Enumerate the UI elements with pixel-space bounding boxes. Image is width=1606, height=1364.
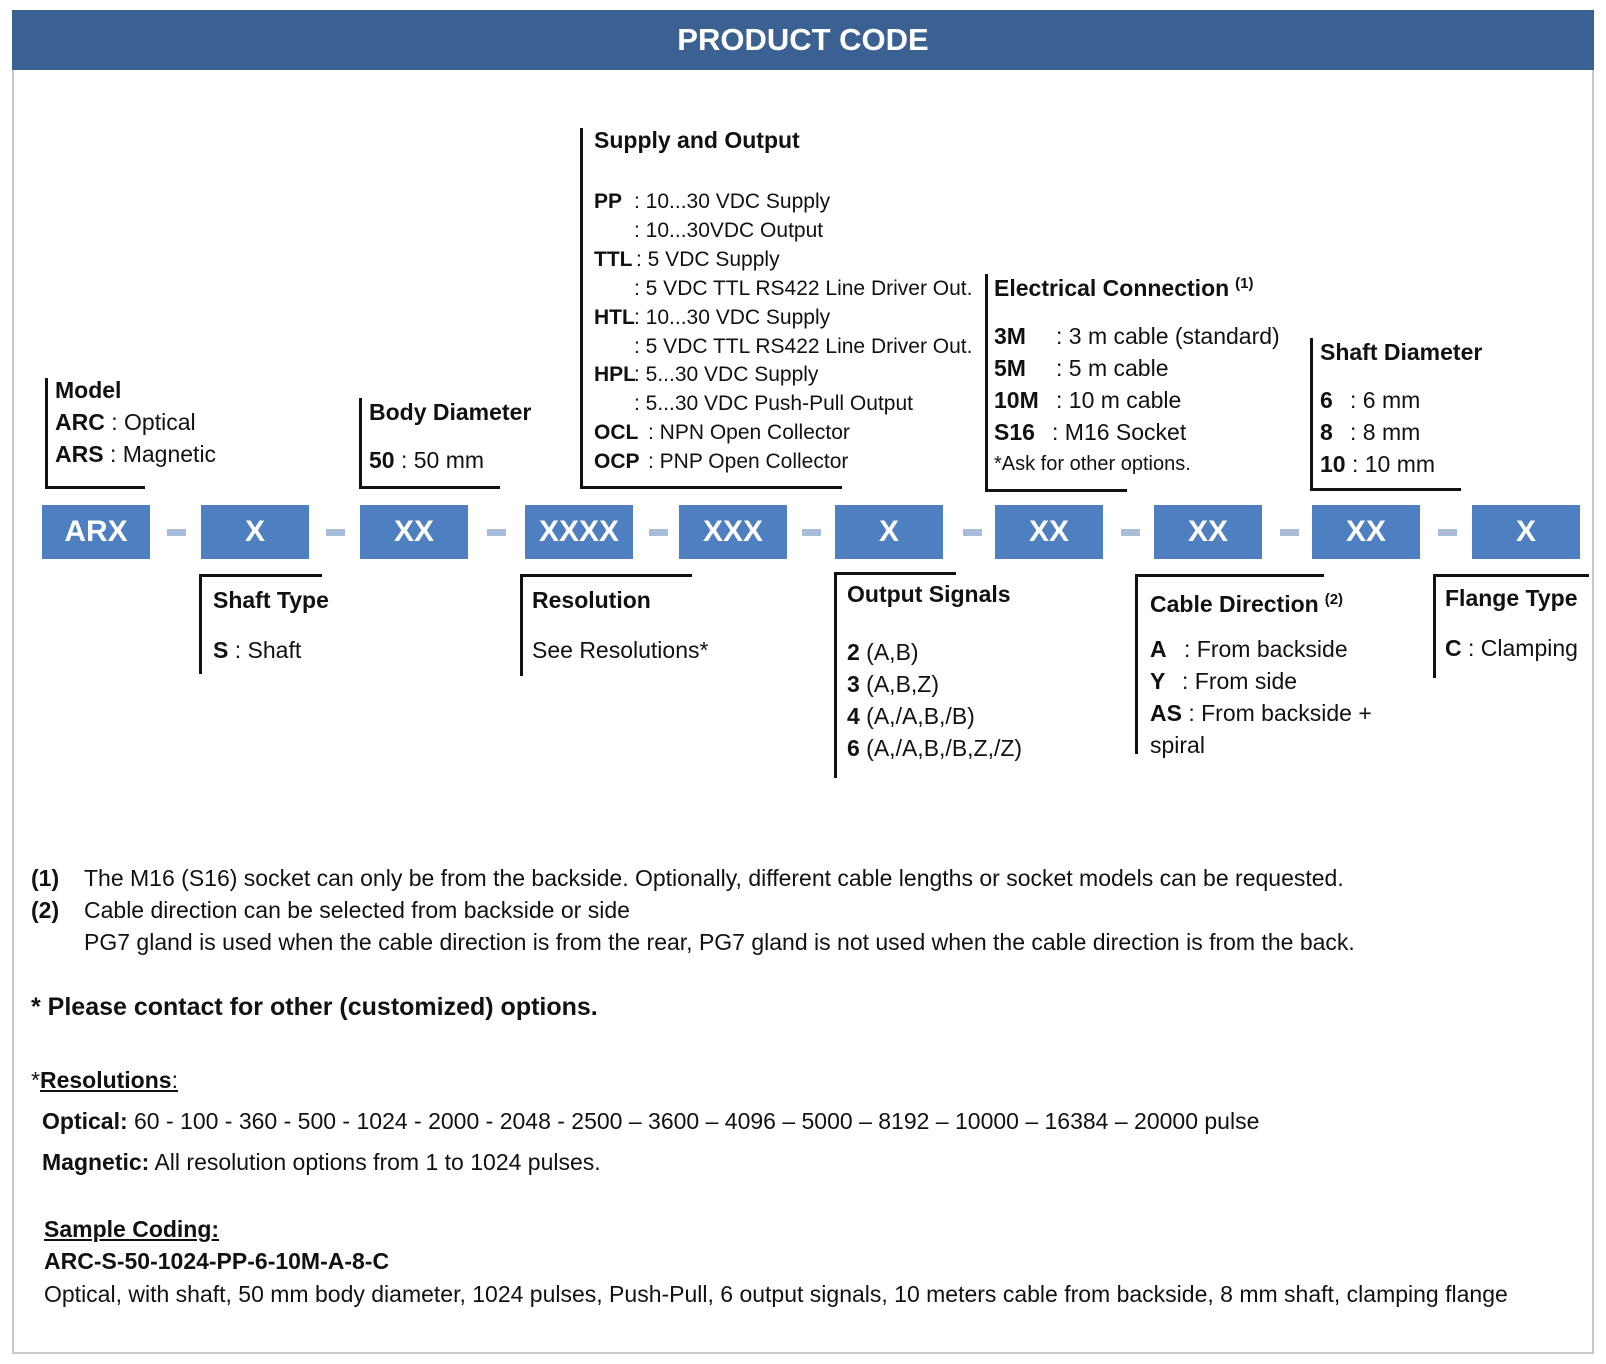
code-box-resolution: XXXX <box>525 505 633 559</box>
separator-dash <box>963 529 982 536</box>
separator-dash <box>802 529 821 536</box>
shaft-type-title: Shaft Type <box>213 587 329 613</box>
bracket-line <box>834 572 956 575</box>
sample-code: ARC-S-50-1024-PP-6-10M-A-8-C <box>44 1248 390 1274</box>
shaft-diameter-group <box>1320 336 1482 368</box>
output-signals-title: Output Signals <box>847 581 1011 607</box>
code-box-supply-output: XXX <box>679 505 787 559</box>
resolution-text: See Resolutions* <box>532 637 709 663</box>
optical-label: Optical: <box>42 1108 128 1134</box>
magnetic-values: All resolution options from 1 to 1024 pulses. <box>149 1149 601 1175</box>
flange-type-title: Flange Type <box>1445 585 1578 611</box>
bracket-line <box>580 486 842 489</box>
code-box-shaft-type: X <box>201 505 309 559</box>
bracket-line <box>1135 574 1138 754</box>
sample-coding-title: Sample Coding: <box>44 1216 220 1242</box>
resolutions-optical <box>42 1105 1259 1137</box>
code-box-model: ARX <box>42 505 150 559</box>
contact-note: * Please contact for other (customized) options. <box>31 993 598 1021</box>
code-box-flange-type: X <box>1472 505 1580 559</box>
shaft-diameter-list <box>1320 384 1435 480</box>
supply-output-item: : 5...30 VDC Push-Pull Output <box>634 392 913 416</box>
footnote-number: (2) <box>31 897 60 923</box>
code-box-body-diameter: XX <box>360 505 468 559</box>
supply-output-item: OCL : NPN Open Collector <box>594 421 850 445</box>
bracket-line <box>1310 338 1313 490</box>
supply-output-item: HTL: 10...30 VDC Supply <box>594 305 831 329</box>
footnote-text: Cable direction can be selected from backside or side <box>84 897 630 923</box>
body-diameter-group <box>369 396 531 476</box>
sample-description: Optical, with shaft, 50 mm body diameter, 1024 pulses, Push-Pull, 6 output signals, 10 meters cable from backside, 8 mm shaft, clamping flange <box>44 1281 1508 1307</box>
cable-direction-title: Cable Direction $^{(2)}$ <box>1150 591 1344 617</box>
model-item: ARC : Optical <box>55 409 196 435</box>
magnetic-label: Magnetic: <box>42 1149 150 1175</box>
separator-dash <box>1438 529 1457 536</box>
bracket-line <box>1433 574 1436 678</box>
resolution-title: Resolution <box>532 587 651 613</box>
footnote-number: (1) <box>31 865 60 891</box>
bracket-line <box>1310 488 1461 491</box>
electrical-title: Electrical Connection $^{(1)}$ <box>994 275 1254 301</box>
output-signals-group <box>847 578 1011 610</box>
output-signals-item: 3 (A,B,Z) <box>847 671 940 697</box>
electrical-list <box>994 320 1280 480</box>
flange-type-group <box>1445 582 1578 664</box>
supply-output-list <box>594 188 972 477</box>
bracket-line <box>985 489 1127 492</box>
output-signals-item: 4 (A,/A,B,/B) <box>847 703 975 729</box>
code-box-shaft-diameter: XX <box>1312 505 1420 559</box>
resolution-group <box>532 584 708 666</box>
page-header <box>12 10 1594 70</box>
model-title: Model <box>55 377 122 403</box>
shaft-type-group <box>213 584 329 666</box>
supply-output-title: Supply and Output <box>594 127 800 153</box>
separator-dash <box>487 529 506 536</box>
bracket-line <box>985 274 988 492</box>
bracket-line <box>834 572 837 778</box>
flange-type-item: C : Clamping <box>1445 635 1578 661</box>
supply-output-item: OCP : PNP Open Collector <box>594 450 849 474</box>
output-signals-list <box>847 636 1022 764</box>
supply-output-group <box>594 124 800 156</box>
optical-values: 60 - 100 - 360 - 500 - 1024 - 2000 - 2048 - 2500 – 3600 – 4096 – 5000 – 8192 – 10000 – 16384 – 20000 pulse <box>127 1108 1260 1134</box>
shaft-type-item: S : Shaft <box>213 637 302 663</box>
page-title: PRODUCT CODE <box>677 22 929 57</box>
electrical-item: S16 : M16 Socket <box>994 419 1187 445</box>
cable-direction-list <box>1150 633 1372 761</box>
cable-direction-group <box>1150 584 1343 620</box>
bracket-line <box>580 128 583 488</box>
footnote-text: The M16 (S16) socket can only be from the backside. Optionally, different cable lengths or socket models can be requested. <box>84 865 1344 891</box>
code-box-output-signals: X <box>835 505 943 559</box>
separator-dash <box>1121 529 1140 536</box>
electrical-item: 10M : 10 m cable <box>994 387 1182 413</box>
supply-output-item: : 5 VDC TTL RS422 Line Driver Out. <box>634 334 973 358</box>
separator-dash <box>649 529 668 536</box>
bracket-line <box>1135 574 1324 577</box>
separator-dash <box>167 529 186 536</box>
shaft-diameter-item: 8 : 8 mm <box>1320 419 1421 445</box>
bracket-line <box>45 378 48 488</box>
supply-output-item: : 5 VDC TTL RS422 Line Driver Out. <box>634 276 973 300</box>
model-group <box>55 374 216 470</box>
electrical-item: 5M : 5 m cable <box>994 355 1169 381</box>
separator-dash <box>1280 529 1299 536</box>
bracket-line <box>199 574 202 674</box>
footnote-2 <box>31 894 630 926</box>
bracket-line <box>520 574 692 577</box>
shaft-diameter-item: 6 : 6 mm <box>1320 387 1421 413</box>
resolutions-heading: *Resolutions: <box>31 1067 178 1093</box>
footnote-1 <box>31 862 1344 894</box>
bracket-line <box>359 486 500 489</box>
supply-output-item: PP : 10...30 VDC Supply <box>594 190 831 213</box>
bracket-line <box>1433 574 1589 577</box>
bracket-line <box>199 574 322 577</box>
bracket-line <box>359 398 362 488</box>
electrical-item: 3M : 3 m cable (standard) <box>994 323 1280 349</box>
output-signals-item: 2 (A,B) <box>847 639 919 665</box>
shaft-diameter-title: Shaft Diameter <box>1320 339 1483 365</box>
bracket-line <box>520 574 523 676</box>
separator-dash <box>326 529 345 536</box>
model-item: ARS : Magnetic <box>55 441 217 467</box>
supply-output-item: TTL : 5 VDC Supply <box>594 247 780 271</box>
cable-direction-item: AS : From backside + <box>1150 700 1372 726</box>
cable-direction-item: Y : From side <box>1150 668 1298 694</box>
shaft-diameter-item: 10 : 10 mm <box>1320 451 1436 477</box>
bracket-line <box>45 486 145 489</box>
electrical-group <box>994 268 1254 304</box>
output-signals-item: 6 (A,/A,B,/B,Z,/Z) <box>847 735 1023 761</box>
resolutions-magnetic <box>42 1146 601 1178</box>
electrical-note: *Ask for other options. <box>994 453 1191 475</box>
cable-direction-item: A : From backside <box>1150 636 1348 662</box>
code-box-electrical: XX <box>995 505 1103 559</box>
supply-output-item: : 10...30VDC Output <box>634 218 824 242</box>
code-box-cable-direction: XX <box>1154 505 1262 559</box>
supply-output-item: HPL: 5...30 VDC Supply <box>594 363 819 387</box>
footnote-2-line-2: PG7 gland is used when the cable direction is from the rear, PG7 gland is not used when the cable direction is from the back. <box>84 929 1355 955</box>
cable-direction-continuation: spiral <box>1150 732 1205 758</box>
body-diameter-title: Body Diameter <box>369 399 532 425</box>
body-diameter-item: 50 : 50 mm <box>369 447 485 473</box>
